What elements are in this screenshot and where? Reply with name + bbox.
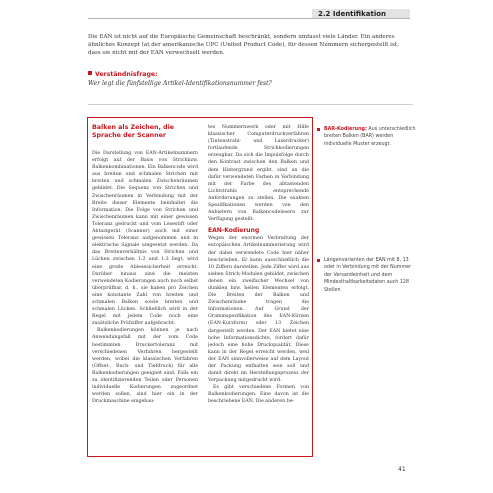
margin-marker-icon: [317, 259, 320, 262]
paragraph: Es gibt verschiedene Formen von Balkenkodierungen. Eine davon ist die beschriebene EAN. Die anderen be-: [208, 385, 309, 405]
paragraph: tes Nummernwerk oder mit Hilfe klassischer Computerdruckverfahren (Tintenstrahl- und Laserdrucker) fortlaufende Strichkodierungen erzeugbar. Da sich die Impulsfolge durch den Kontrast zwischen den Balken und dem Hintergrund ergibt, sind an die dafür verwendeten Farben in Verbindung mit der Farbe des abtastenden Lichtstrahls entsprechende Anforderungen zu stellen. Die exakten Spezifikationen werden von den Anbietern von Balkencodelesern zur Verfügung gestellt.: [208, 125, 309, 223]
info-box-column-right: [208, 124, 309, 454]
page-number: 41: [398, 466, 406, 473]
margin-note-highlight: BAR-Kodierung:: [324, 127, 367, 132]
paragraph: Balkenkodierungen können je nach Anwendungsfall mit der vom Code bestimmten Druckertoleranz mit verschiedenen Verfahren hergestellt werden, wobei die klassischen Verfahren (Offset-, Buch- und Tiefdruck) für alle Balkenkodierungen geeignet sind. Falls ein zu identifizierenden Teilen oder Personen individuelle Kodierungen zugeordnet werden sollen, sind hier ein in der Druckmaschine eingebau-: [92, 328, 198, 405]
header-rule: [88, 18, 410, 19]
intro-paragraph: Die EAN ist nicht auf die Europäische Gemeinschaft beschränkt, sondern umfasst viele Länder. Ein anderes ähnliches Konzept (at der amerikanische UPC (United Product Code), für dessen Nummern sichergestellt ist, dass sie nicht mit der EAN verwechselt werden.: [88, 34, 399, 57]
info-box-title: Balken als Zeichen, die Sprache der Scanner: [92, 124, 175, 140]
question-label: [88, 71, 158, 78]
margin-marker-icon: [317, 128, 320, 131]
margin-note-text: Aus unterschiedlich breiten Balken (BAR) werden individuelle Muster erzeugt.: [324, 127, 416, 147]
section-title: 2.2 Identifikation: [318, 10, 387, 18]
divider: [88, 104, 413, 105]
square-bullet-icon: [88, 71, 92, 75]
question-label-text: Verständnisfrage:: [95, 71, 158, 78]
info-box-column-left: [92, 150, 198, 455]
paragraph: Wegen der enormen Verbreitung der europäischen Artikelnummerierung wird der dabei verwendete Code hier näher beschrieben. Er kann ausschließlich die 10 Ziffern darstellen. Jede Ziffer wird aus sieben Strich-Modulen gebildet, zwischen denen ein zweifacher Wechsel von dunklen bzw. hellen Elementen erfolgt. Die Breiten der Balken und Zwischenräume tragen die Informationen. Auf Grund der Grammspezifikation des EAN-Kürzen (EAN-Kurzform) oder 13 Zeichen dargestellt werden. Der EAN bietet eine hohe Informationsdichte, fordert dafür jedoch eine hohe Druckqualität. Diese kann in der Regel erreicht werden, weil der EAN sinnvollerweise auf dem Layout der Packung enthalten sein soll und damit direkt im Herstellungsprozess der Verpackung mitgedruckt wird.: [208, 236, 309, 384]
margin-note-text: Längenvarianten der EAN mit 8, 13 oder in Verbindung mit der Nummer der Versandeinheit und dem Mindesthaltbarkeitsdaten auch 128 Stellen: [324, 258, 412, 293]
question-text: Wer legt die fünfstellige Artikel-Identifikationsnummer fest?: [88, 80, 272, 87]
paragraph: Die Darstellung von EAN-Artikelnummern erfolgt auf der Basis von Strichbzw. Balkenkombinationen. Ein Balkencode wird aus breiten und schmalen Strichen mit breiten und schmalen Zwischenräumen gebildet. Die Sequenz von Strichen und Zwischenräumen in Verbindung mit der Breite dieser Elemente beinhaltet die Information. Die Folge von Strichen und Zwischenräumen kann mit einer gewissen Toleranz gedruckt und vom Lesestift oder Abtastgerät (Scanner) auch mit einer gewissen Toleranz aufgenommen und in elektrische Signale umgesetzt werden. Da das Breitenverhältnis von Strichen und Lücken zwischen 1:2 und 1:3 liegt, wird eine große Ablesesicherheit erreicht. Darüber hinaus sind die meisten verwendeten Kodierungen auch noch selbst überprüfbar, d. h., sie haben pro Zeichen eine konstante Zahl von breiten und schmalen Balken sowie breiten und schmalen Lücken. Schließlich wird in der Regel mit jedem Code noch eine zusätzliche Prüfziffer aufgebracht.: [92, 151, 198, 327]
margin-note-bar-coding: [324, 126, 417, 148]
margin-note-ean-lengths: [324, 257, 417, 294]
ean-heading: EAN-Kodierung: [208, 227, 260, 235]
